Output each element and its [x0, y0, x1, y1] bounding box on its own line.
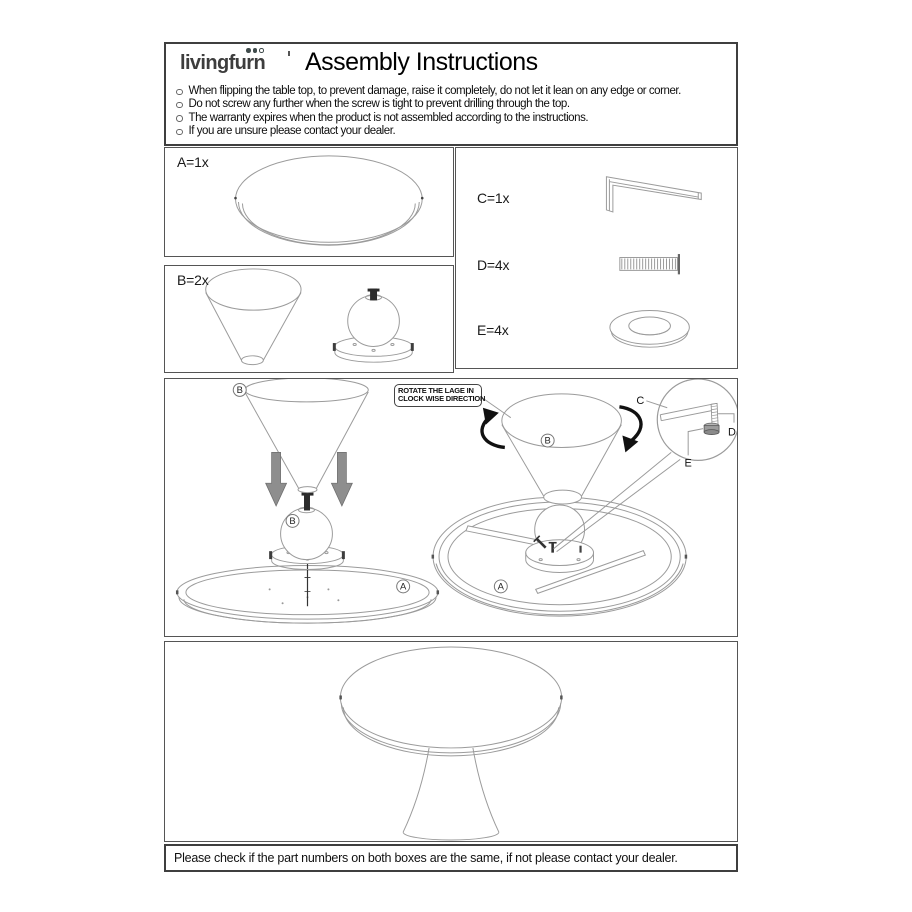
allen-key-part — [606, 177, 701, 212]
washer-part — [610, 311, 689, 348]
footer-note-bar — [164, 844, 738, 872]
logo-text: livingfurn — [180, 52, 266, 74]
part-c-label: C=1x — [477, 190, 510, 206]
part-e-label: E=4x — [477, 322, 509, 338]
warning-row — [166, 125, 736, 138]
down-arrow-icon — [331, 452, 352, 506]
part-b-label: B=2x — [177, 272, 209, 288]
footer-note-text: Please check if the part numbers on both boxes are the same, if not please contact your dealer. — [174, 851, 678, 865]
bullet-icon — [176, 89, 183, 96]
screw-part — [620, 254, 679, 274]
finished-table-diagram — [165, 642, 737, 841]
circled-label-a — [397, 580, 410, 593]
step2-diagram — [432, 379, 737, 616]
finished-table-box — [164, 641, 738, 842]
page-title: Assembly Instructions — [305, 48, 538, 76]
logo-dots-icon — [246, 48, 264, 53]
bullet-icon — [176, 115, 183, 122]
warnings-box — [164, 80, 738, 146]
bolt-detail-circle — [657, 379, 737, 460]
warning-text: Do not screw any further when the screw is tight to prevent drilling through the top. — [188, 98, 570, 111]
svg-text:B: B — [544, 435, 551, 447]
warning-text: When flipping the table top, to prevent damage, raise it completely, do not let it lean on any edge or corner. — [188, 85, 681, 97]
bullet-icon — [176, 102, 183, 109]
svg-text:B: B — [236, 385, 243, 397]
cone-part — [206, 269, 301, 365]
assembly-steps-box — [164, 378, 738, 637]
rotate-callout — [394, 384, 486, 407]
circled-label-a — [494, 580, 507, 593]
circled-label-b — [541, 434, 554, 447]
detail-label-c: C — [636, 394, 645, 407]
warning-text: The warranty expires when the product is not assembled according to the instructions. — [188, 111, 589, 124]
callout-line1: ROTATE THE LAGE IN — [398, 386, 474, 395]
parts-cde-box — [455, 147, 738, 369]
circled-label-b — [233, 383, 246, 396]
detail-label-d: D — [728, 426, 736, 439]
warning-row — [166, 85, 736, 98]
warning-row — [166, 98, 736, 111]
logo-trademark-icon — [288, 51, 290, 56]
livingfurn-logo — [180, 52, 265, 75]
header-box — [164, 42, 738, 82]
circled-label-b — [286, 514, 299, 527]
svg-text:A: A — [400, 581, 407, 593]
part-d-label: D=4x — [477, 257, 510, 273]
callout-line2: CLOCK WISE DIRECTION — [398, 394, 486, 404]
svg-text:A: A — [497, 581, 504, 593]
warning-text: If you are unsure please contact your dealer. — [188, 125, 396, 138]
part-a-label: A=1x — [177, 154, 209, 170]
ball-base-part — [333, 289, 414, 363]
bullet-icon — [176, 129, 183, 136]
part-a-box — [164, 147, 454, 257]
part-b-box — [164, 265, 454, 373]
svg-text:B: B — [289, 516, 296, 528]
assembly-diagram — [165, 379, 737, 636]
step1-diagram — [176, 379, 439, 623]
detail-label-e: E — [684, 457, 692, 470]
warning-row — [166, 112, 736, 125]
